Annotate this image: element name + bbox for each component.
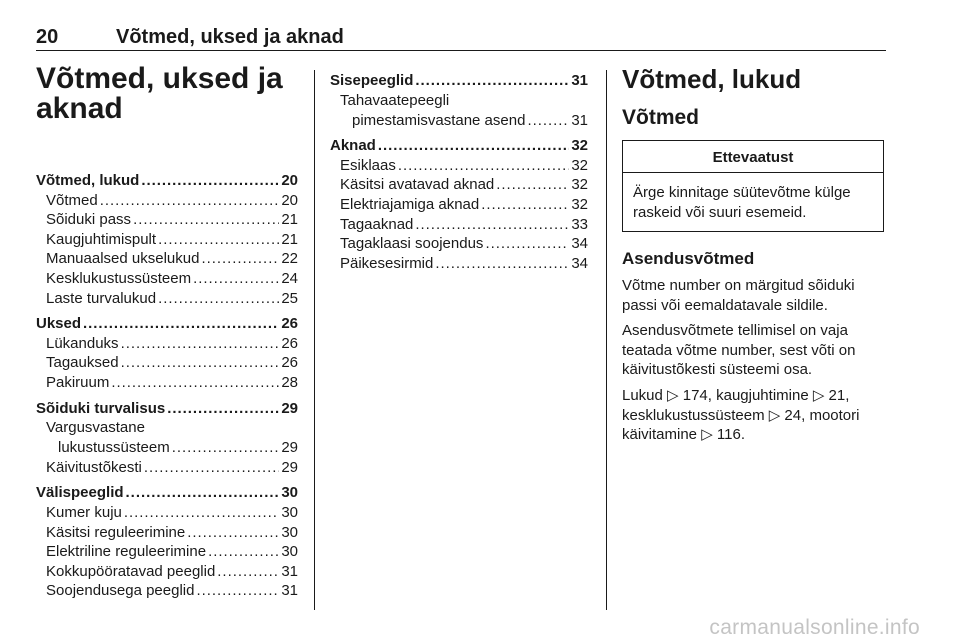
toc-entry[interactable] xyxy=(36,419,298,439)
toc-entry[interactable] xyxy=(36,211,298,231)
toc-entry-label: Kokkupööratavad peeglid xyxy=(46,562,216,580)
toc-leader-dots xyxy=(435,255,569,272)
watermark: carmanualsonline.info xyxy=(709,616,920,639)
toc-entry-label: Pakiruum xyxy=(46,373,110,391)
toc-leader-dots xyxy=(158,290,279,307)
toc-entry-page: 29 xyxy=(281,439,298,457)
toc-entry[interactable] xyxy=(330,72,588,92)
toc-leader-dots xyxy=(187,524,279,541)
toc-entry-label: Aknad xyxy=(330,137,376,155)
toc-entry[interactable] xyxy=(36,374,298,394)
toc-entry[interactable] xyxy=(330,216,588,236)
toc-entry-page: 30 xyxy=(281,523,298,541)
toc-leader-dots xyxy=(378,137,569,154)
toc-entry[interactable] xyxy=(36,231,298,251)
toc-entry-page: 31 xyxy=(281,562,298,580)
toc-entry[interactable] xyxy=(36,270,298,290)
toc-entry[interactable] xyxy=(36,335,298,355)
toc-leader-dots xyxy=(133,211,279,228)
toc-entry-page: 26 xyxy=(281,315,298,333)
toc-entry[interactable] xyxy=(36,484,298,504)
toc-leader-dots xyxy=(141,172,279,189)
toc-entry-label: Kesklukustussüsteem xyxy=(46,269,192,287)
toc-entry-page: 28 xyxy=(281,373,298,391)
toc-entry-label: Vargusvastane xyxy=(46,419,145,437)
toc-entry-label: Tagaaknad xyxy=(340,215,414,233)
toc-entry-page: 31 xyxy=(281,582,298,600)
toc-entry-label: Manuaalsed ukselukud xyxy=(46,250,200,268)
toc-entry-label: Käsitsi reguleerimine xyxy=(46,523,186,541)
chapter-title: Võtmed, uksed ja aknad xyxy=(36,62,283,125)
subsection-heading: Võtmed xyxy=(622,106,700,129)
toc-leader-dots xyxy=(121,354,280,371)
toc-entry-page: 32 xyxy=(571,195,588,213)
column-divider-2 xyxy=(606,70,607,610)
toc-entry-page: 34 xyxy=(571,235,588,253)
page-header xyxy=(36,26,886,51)
toc-entry-page: 29 xyxy=(281,458,298,476)
page-number: 20 xyxy=(36,26,59,48)
toc-entry[interactable] xyxy=(36,459,298,479)
toc-entry-page: 24 xyxy=(281,269,298,287)
toc-entry-label: Tagauksed xyxy=(46,354,119,372)
toc-entry-page: 20 xyxy=(281,191,298,209)
toc-leader-dots xyxy=(111,374,279,391)
toc-entry-page: 26 xyxy=(281,334,298,352)
toc-entry[interactable] xyxy=(36,354,298,374)
toc-entry[interactable] xyxy=(36,250,298,270)
toc-entry-page: 22 xyxy=(281,250,298,268)
toc-entry[interactable] xyxy=(36,400,298,420)
toc-entry-label: Soojendusega peeglid xyxy=(46,582,195,600)
toc-leader-dots xyxy=(415,216,569,233)
toc-entry-label: lukustussüsteem xyxy=(58,439,170,457)
toc-entry-page: 33 xyxy=(571,215,588,233)
toc-leader-dots xyxy=(193,270,279,287)
toc-entry[interactable] xyxy=(36,439,298,459)
toc-leader-dots xyxy=(126,484,280,501)
paragraph-cross-references: Lukud ▷ 174, kaugjuhtimine ▷ 21, kesklukustussüsteem ▷ 24, mootori käivitamine ▷ 116. xyxy=(622,386,860,444)
toc-leader-dots xyxy=(201,250,279,267)
toc-leader-dots xyxy=(124,504,279,521)
toc-entry[interactable] xyxy=(330,235,588,255)
content-column xyxy=(622,64,886,451)
toc-entry[interactable] xyxy=(36,524,298,544)
toc-entry[interactable] xyxy=(36,563,298,583)
toc-entry[interactable] xyxy=(330,92,588,112)
toc-entry-label: Päikesesirmid xyxy=(340,254,434,272)
toc-entry-page: 30 xyxy=(281,543,298,561)
toc-entry-page: 31 xyxy=(571,72,588,89)
toc-entry-page: 29 xyxy=(281,399,298,417)
paragraph-ordering: Asendusvõtmete tellimisel on vaja teatada võtme number, sest võti on käivitustõkesti süsteemi osa. xyxy=(622,322,856,379)
toc-leader-dots xyxy=(100,192,280,209)
toc-leader-dots xyxy=(496,176,569,193)
toc-entry-label: Sisepeeglid xyxy=(330,72,414,89)
toc-leader-dots xyxy=(208,543,279,560)
column-divider-1 xyxy=(314,70,315,610)
toc-entry[interactable] xyxy=(36,504,298,524)
toc-entry[interactable] xyxy=(330,255,588,275)
toc-entry-label: Käsitsi avatavad aknad xyxy=(340,176,495,194)
toc-entry[interactable] xyxy=(36,172,298,192)
toc-entry-page: 30 xyxy=(281,484,298,502)
toc-leader-dots xyxy=(172,439,280,456)
toc-entry-page: 30 xyxy=(281,503,298,521)
toc-middle-column xyxy=(330,72,588,274)
toc-entry-page: 31 xyxy=(571,111,588,129)
caution-title: Ettevaatust xyxy=(623,141,883,173)
toc-entry-page: 34 xyxy=(571,254,588,272)
toc-entry-page: 26 xyxy=(281,354,298,372)
toc-entry-label: Kumer kuju xyxy=(46,503,122,521)
toc-leader-dots xyxy=(121,335,280,352)
toc-entry-label: Käivitustõkesti xyxy=(46,458,142,476)
toc-entry[interactable] xyxy=(330,157,588,177)
toc-entry[interactable] xyxy=(330,176,588,196)
toc-leader-dots xyxy=(481,196,569,213)
toc-entry-label: Elektriajamiga aknad xyxy=(340,195,480,213)
caution-box xyxy=(622,140,884,232)
toc-leader-dots xyxy=(527,112,569,129)
toc-leader-dots xyxy=(83,315,279,332)
toc-entry-label: Elektriline reguleerimine xyxy=(46,543,207,561)
toc-entry-page: 32 xyxy=(571,176,588,194)
toc-entry-label: Kaugjuhtimispult xyxy=(46,230,157,248)
toc-entry[interactable] xyxy=(36,543,298,563)
toc-entry-page: 32 xyxy=(571,156,588,174)
toc-leader-dots xyxy=(485,235,569,252)
toc-leader-dots xyxy=(167,400,279,417)
toc-entry-label: Uksed xyxy=(36,315,82,333)
toc-leader-dots xyxy=(217,563,279,580)
toc-entry-page: 25 xyxy=(281,289,298,307)
toc-entry-label: Tagaklaasi soojendus xyxy=(340,235,484,253)
toc-entry[interactable] xyxy=(330,196,588,216)
toc-entry-label: Välispeeglid xyxy=(36,484,124,502)
toc-leader-dots xyxy=(398,157,569,174)
caution-text: Ärge kinnitage süütevõtme külge raskeid või suuri esemeid. xyxy=(633,184,851,221)
toc-leader-dots xyxy=(415,72,569,89)
toc-leader-dots xyxy=(158,231,279,248)
toc-entry-label: Sõiduki turvalisus xyxy=(36,399,166,417)
toc-entry-page: 21 xyxy=(281,230,298,248)
toc-leader-dots xyxy=(144,459,279,476)
toc-entry-label: Sõiduki pass xyxy=(46,211,132,229)
toc-left-column xyxy=(36,172,298,602)
toc-entry-page: 21 xyxy=(281,211,298,229)
toc-entry[interactable] xyxy=(36,192,298,212)
toc-entry-page: 32 xyxy=(571,137,588,155)
toc-entry[interactable] xyxy=(330,137,588,157)
toc-entry[interactable] xyxy=(330,112,588,132)
toc-entry-label: Tahavaatepeegli xyxy=(340,91,450,109)
replacement-keys-heading: Asendusvõtmed xyxy=(622,249,755,268)
toc-entry-label: Esiklaas xyxy=(340,156,396,174)
toc-entry-label: pimestamisvastane asend xyxy=(352,111,526,129)
toc-entry[interactable] xyxy=(36,582,298,602)
paragraph-key-number: Võtme number on märgitud sõiduki passi või eemaldatavale sildile. xyxy=(622,277,855,314)
running-header-title: Võtmed, uksed ja aknad xyxy=(116,26,344,48)
toc-entry-label: Laste turvalukud xyxy=(46,289,157,307)
toc-entry-label: Võtmed, lukud xyxy=(36,172,140,189)
section-heading: Võtmed, lukud xyxy=(622,64,802,94)
toc-leader-dots xyxy=(196,582,279,599)
toc-entry-label: Lükanduks xyxy=(46,334,119,352)
toc-entry[interactable] xyxy=(36,315,298,335)
toc-entry-page: 20 xyxy=(281,172,298,189)
toc-entry-label: Võtmed xyxy=(46,191,98,209)
toc-entry[interactable] xyxy=(36,290,298,310)
